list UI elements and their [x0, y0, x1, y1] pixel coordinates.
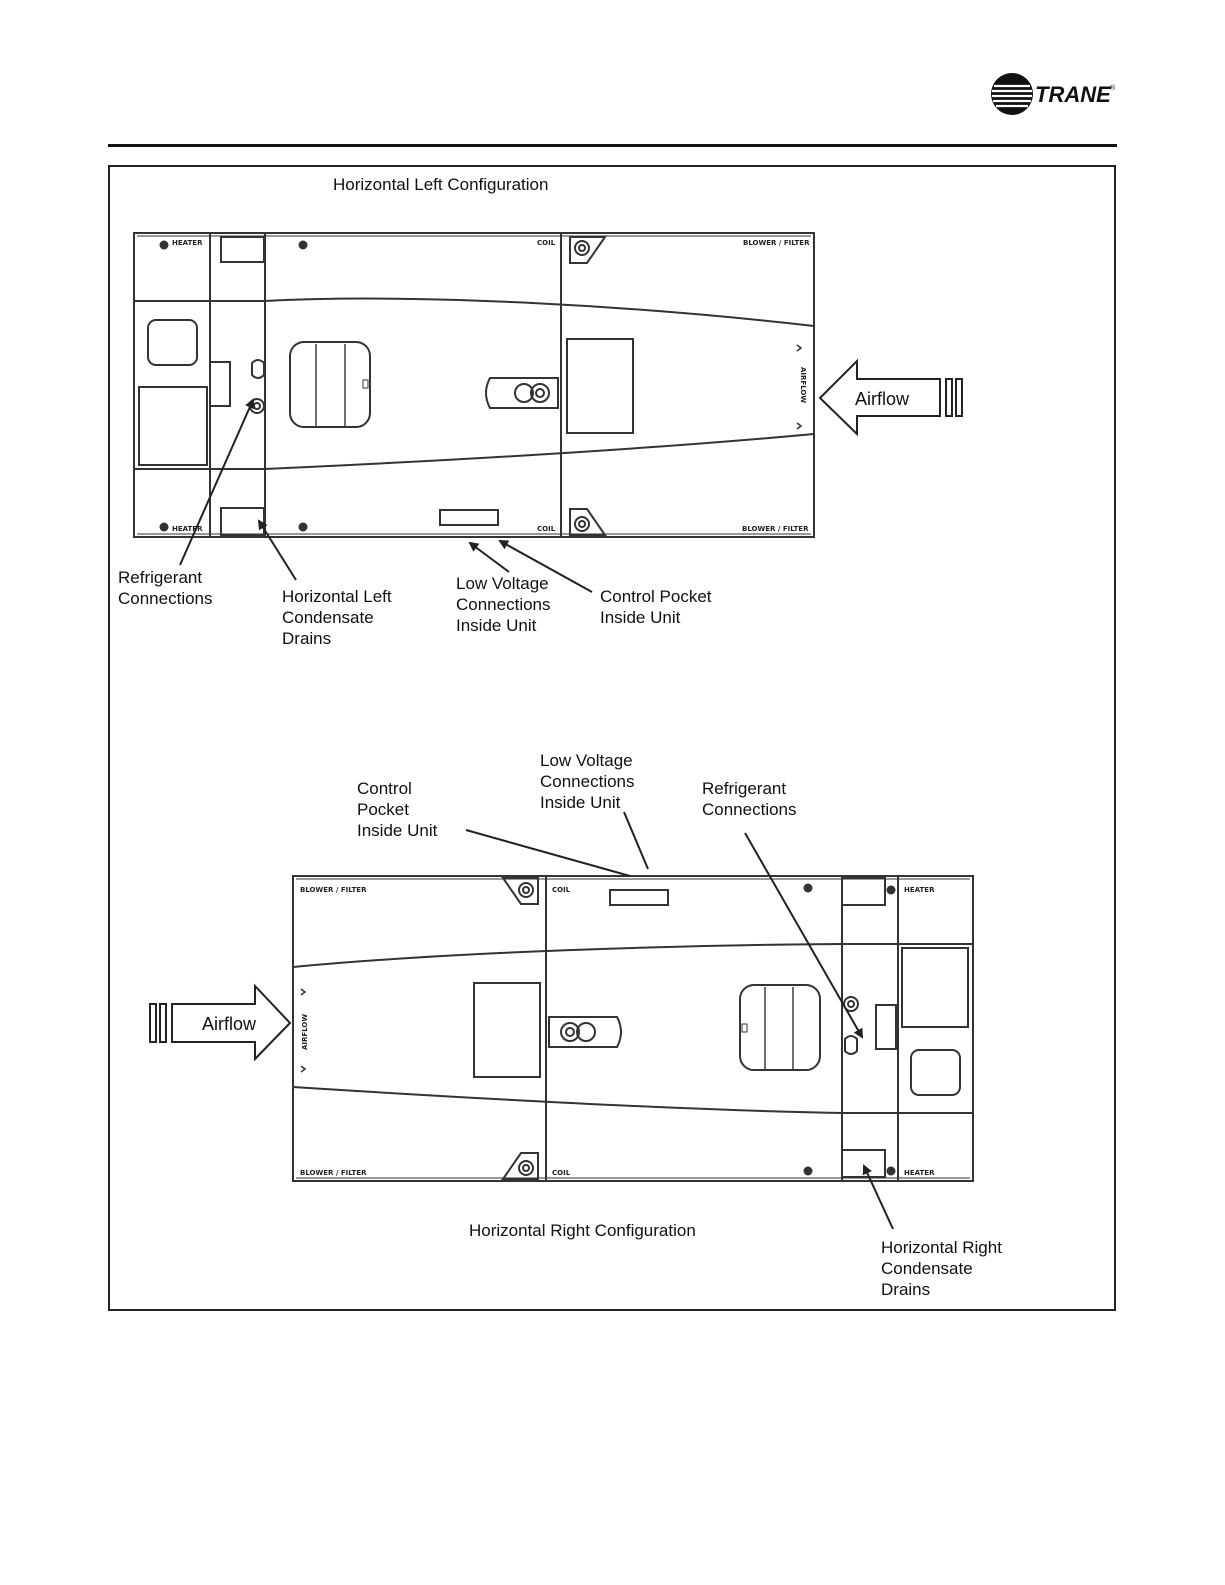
- bottom-blower-tag-bottom: BLOWER / FILTER: [300, 1169, 367, 1177]
- top-airflow-label: Airflow: [854, 389, 910, 409]
- bottom-refrigerant-label: Refrigerant Connections: [702, 779, 797, 819]
- top-unit-outline: [134, 233, 814, 537]
- top-blower-tag-bottom: BLOWER / FILTER: [742, 525, 809, 533]
- top-unit: [134, 233, 814, 537]
- top-heater-tag-bottom: HEATER: [172, 525, 203, 533]
- top-control-pocket-label: Control Pocket Inside Unit: [600, 587, 712, 627]
- bottom-control-pocket-label: Control Pocket Inside Unit: [357, 779, 438, 840]
- bottom-low-voltage-label: Low Voltage Connections Inside Unit: [540, 751, 635, 812]
- top-airflow-tag: AIRFLOW: [799, 367, 807, 404]
- top-condensate-label: Horizontal Left Condensate Drains: [282, 587, 392, 648]
- top-refrigerant-label: Refrigerant Connections: [118, 568, 213, 608]
- bottom-heater-tag: HEATER: [904, 886, 935, 894]
- top-blower-tag: BLOWER / FILTER: [743, 239, 810, 247]
- top-config-title: Horizontal Left Configuration: [333, 175, 549, 194]
- bottom-airflow-label: Airflow: [201, 1014, 257, 1034]
- bottom-leaders: [466, 812, 893, 1229]
- bottom-condensate-label: Horizontal Right Condensate Drains: [881, 1238, 1002, 1299]
- top-leaders: [180, 400, 592, 592]
- top-heater-tag: HEATER: [172, 239, 203, 247]
- bottom-config-title: Horizontal Right Configuration: [469, 1221, 696, 1240]
- bottom-coil-tag-bottom: COIL: [552, 1169, 571, 1177]
- bottom-unit-outline: [293, 876, 973, 1181]
- brand-wordmark: TRANE: [1035, 82, 1111, 107]
- top-coil-tag: COIL: [537, 239, 556, 247]
- brand-reg-mark: ®: [1110, 85, 1116, 92]
- bottom-blower-tag: BLOWER / FILTER: [300, 886, 367, 894]
- bottom-unit: [293, 876, 973, 1181]
- bottom-coil-tag: COIL: [552, 886, 571, 894]
- top-coil-tag-bottom: COIL: [537, 525, 556, 533]
- bottom-heater-tag-bottom: HEATER: [904, 1169, 935, 1177]
- top-low-voltage-label: Low Voltage Connections Inside Unit: [456, 574, 551, 635]
- bottom-airflow-tag: AIRFLOW: [301, 1013, 309, 1050]
